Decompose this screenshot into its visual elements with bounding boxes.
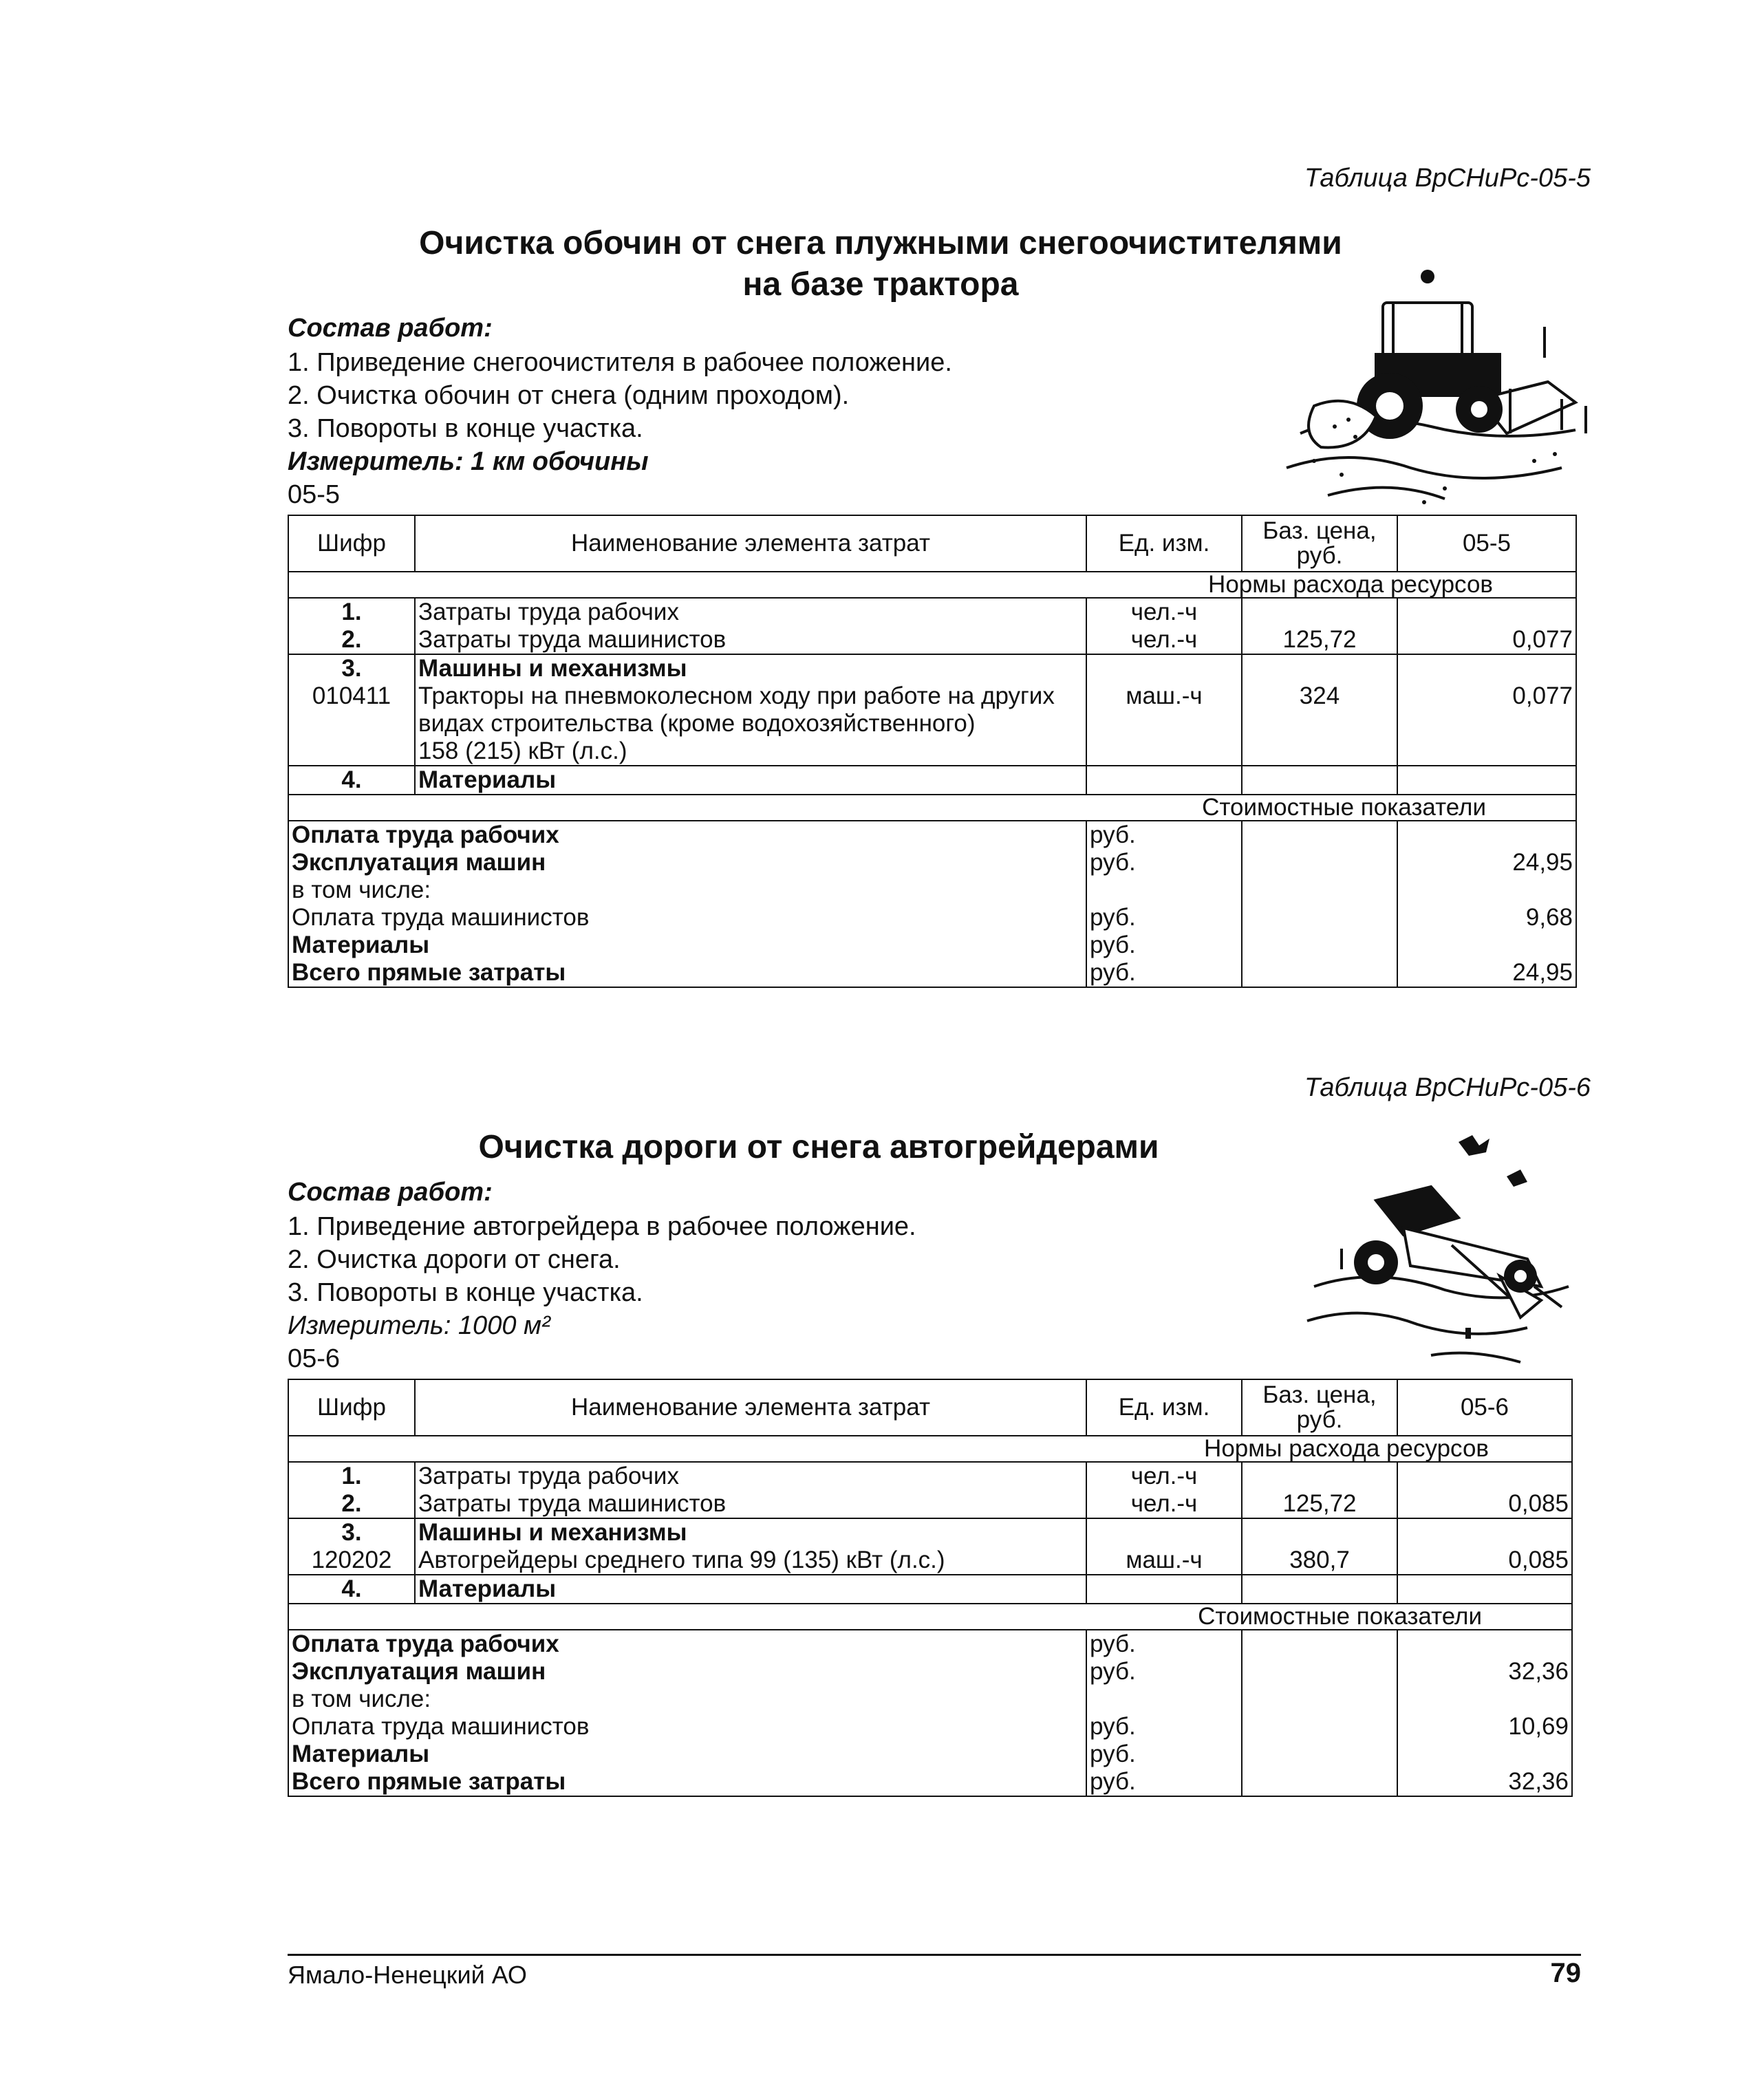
cost-value: 32,36 xyxy=(1397,1658,1572,1685)
section-title-line1: Очистка дороги от снега автогрейдерами xyxy=(478,1129,1159,1165)
cost-value: 10,69 xyxy=(1397,1713,1572,1741)
cost-value: 9,68 xyxy=(1397,904,1576,931)
cost-name: Материалы xyxy=(288,931,1086,959)
col-header-norm: 05-6 xyxy=(1397,1379,1572,1436)
work-item: 1. Приведение автогрейдера в рабочее положение. xyxy=(288,1212,916,1241)
row-price xyxy=(1242,1462,1397,1490)
page-number: 79 xyxy=(1550,1958,1581,1988)
cost-unit: руб. xyxy=(1086,821,1242,849)
cost-row xyxy=(288,1685,1572,1713)
row-name: Машины и механизмы xyxy=(415,654,1086,682)
cost-value: 32,36 xyxy=(1397,1768,1572,1796)
cost-unit: руб. xyxy=(1086,1658,1242,1685)
work-heading: Состав работ: xyxy=(288,1178,493,1207)
row-code: 2. xyxy=(288,626,415,654)
row-name: Материалы xyxy=(415,1575,1086,1604)
row-value: 0,085 xyxy=(1397,1547,1572,1575)
row-name: Материалы xyxy=(415,766,1086,795)
table-row xyxy=(288,1518,1572,1547)
table-code: 05-5 xyxy=(288,480,341,509)
row-name xyxy=(415,682,1086,766)
cost-row xyxy=(288,876,1576,904)
work-item: 2. Очистка дороги от снега. xyxy=(288,1245,621,1274)
cost-row xyxy=(288,959,1576,987)
row-value xyxy=(1397,598,1576,626)
cost-name: Оплата труда рабочих xyxy=(288,1630,1086,1658)
row-value: 0,077 xyxy=(1397,626,1576,654)
row-name: Затраты труда рабочих xyxy=(415,598,1086,626)
cost-row xyxy=(288,849,1576,876)
cost-row xyxy=(288,1630,1572,1658)
table-row xyxy=(288,1575,1572,1604)
row-code: 1. xyxy=(288,598,415,626)
row-price xyxy=(1242,598,1397,626)
cost-row xyxy=(288,1768,1572,1796)
work-item: 1. Приведение снегоочистителя в рабочее положение. xyxy=(288,348,952,377)
row-unit: чел.-ч xyxy=(1086,626,1242,654)
table-row xyxy=(288,1462,1572,1490)
row-code: 3. xyxy=(288,654,415,682)
row-code: 3. xyxy=(288,1518,415,1547)
work-item: 3. Повороты в конце участка. xyxy=(288,1278,643,1307)
col-header-name: Наименование элемента затрат xyxy=(415,1379,1086,1436)
resource-table xyxy=(288,1379,1573,1797)
section-title-line2: на базе трактора xyxy=(742,266,1019,303)
row-value: 0,077 xyxy=(1397,682,1576,766)
cost-value xyxy=(1397,1630,1572,1658)
row-unit: чел.-ч xyxy=(1086,598,1242,626)
row-unit: чел.-ч xyxy=(1086,1490,1242,1518)
col-header-unit: Ед. изм. xyxy=(1086,1379,1242,1436)
cost-unit: руб. xyxy=(1086,1630,1242,1658)
row-name: Машины и механизмы xyxy=(415,1518,1086,1547)
row-price: 125,72 xyxy=(1242,1490,1397,1518)
col-header-price: Баз. цена, руб. xyxy=(1242,1379,1397,1436)
footer-divider xyxy=(288,1954,1581,1956)
cost-unit: руб. xyxy=(1086,931,1242,959)
cost-name: Всего прямые затраты xyxy=(288,1768,1086,1796)
table-row xyxy=(288,1547,1572,1575)
row-name: Затраты труда машинистов xyxy=(415,626,1086,654)
cost-name: Материалы xyxy=(288,1741,1086,1768)
col-header-unit: Ед. изм. xyxy=(1086,515,1242,572)
row-name-line: Тракторы на пневмоколесном ходу при работе на других xyxy=(418,682,1055,709)
snowplow-tractor-illustration xyxy=(1273,261,1603,516)
cost-name: в том числе: xyxy=(288,876,1086,904)
row-name: Затраты труда рабочих xyxy=(415,1462,1086,1490)
cost-name: Эксплуатация машин xyxy=(288,849,1086,876)
row-name: Автогрейдеры среднего типа 99 (135) кВт (л.с.) xyxy=(415,1547,1086,1575)
cost-unit: руб. xyxy=(1086,904,1242,931)
cost-row xyxy=(288,931,1576,959)
row-name-line: 158 (215) кВт (л.с.) xyxy=(418,737,627,764)
cost-unit: руб. xyxy=(1086,1768,1242,1796)
col-header-code: Шифр xyxy=(288,515,415,572)
footer-region: Ямало-Ненецкий АО xyxy=(288,1961,527,1989)
cost-name: Оплата труда машинистов xyxy=(288,904,1086,931)
row-code: 120202 xyxy=(288,1547,415,1575)
cost-row xyxy=(288,1713,1572,1741)
cost-unit: руб. xyxy=(1086,849,1242,876)
cost-unit: руб. xyxy=(1086,959,1242,987)
meter-label: Измеритель: 1 км обочины xyxy=(288,447,649,476)
row-unit: чел.-ч xyxy=(1086,1462,1242,1490)
work-heading: Состав работ: xyxy=(288,314,493,343)
table-label: Таблица ВрСНиРс-05-6 xyxy=(1304,1073,1591,1102)
cost-unit: руб. xyxy=(1086,1741,1242,1768)
cost-row xyxy=(288,904,1576,931)
row-price: 380,7 xyxy=(1242,1547,1397,1575)
table-row xyxy=(288,598,1576,626)
row-name-line: видах строительства (кроме водохозяйственного) xyxy=(418,710,976,737)
cost-value xyxy=(1397,821,1576,849)
table-label: Таблица ВрСНиРс-05-5 xyxy=(1304,164,1591,193)
cost-unit: руб. xyxy=(1086,1713,1242,1741)
cost-section-title: Стоимостные показатели xyxy=(288,1604,1572,1630)
work-item: 3. Повороты в конце участка. xyxy=(288,414,643,443)
row-name: Затраты труда машинистов xyxy=(415,1490,1086,1518)
norms-section-title: Нормы расхода ресурсов xyxy=(288,572,1576,598)
resource-table xyxy=(288,515,1577,988)
table-row xyxy=(288,766,1576,795)
motor-grader-illustration xyxy=(1293,1128,1582,1376)
row-price: 125,72 xyxy=(1242,626,1397,654)
cost-section-title: Стоимостные показатели xyxy=(288,795,1576,821)
cost-row xyxy=(288,821,1576,849)
norms-section-title: Нормы расхода ресурсов xyxy=(288,1436,1572,1462)
col-header-price: Баз. цена, руб. xyxy=(1242,515,1397,572)
work-item: 2. Очистка обочин от снега (одним проходом). xyxy=(288,381,850,410)
table-row xyxy=(288,626,1576,654)
row-code: 2. xyxy=(288,1490,415,1518)
table-row xyxy=(288,654,1576,682)
row-code: 4. xyxy=(288,1575,415,1604)
row-price: 324 xyxy=(1242,682,1397,766)
cost-value: 24,95 xyxy=(1397,849,1576,876)
cost-value: 24,95 xyxy=(1397,959,1576,987)
cost-name: Оплата труда машинистов xyxy=(288,1713,1086,1741)
row-unit: маш.-ч xyxy=(1086,682,1242,766)
col-header-code: Шифр xyxy=(288,1379,415,1436)
row-code: 4. xyxy=(288,766,415,795)
cost-row xyxy=(288,1741,1572,1768)
section-title-line1: Очистка обочин от снега плужными снегоочистителями xyxy=(419,225,1342,261)
col-header-norm: 05-5 xyxy=(1397,515,1576,572)
cost-name: Всего прямые затраты xyxy=(288,959,1086,987)
col-header-name: Наименование элемента затрат xyxy=(415,515,1086,572)
cost-row xyxy=(288,1658,1572,1685)
cost-name: Эксплуатация машин xyxy=(288,1658,1086,1685)
row-unit: маш.-ч xyxy=(1086,1547,1242,1575)
table-row xyxy=(288,1490,1572,1518)
cost-name: Оплата труда рабочих xyxy=(288,821,1086,849)
table-row xyxy=(288,682,1576,766)
row-code: 010411 xyxy=(288,682,415,766)
row-value: 0,085 xyxy=(1397,1490,1572,1518)
row-value xyxy=(1397,1462,1572,1490)
meter-label: Измеритель: 1000 м² xyxy=(288,1311,550,1340)
cost-name: в том числе: xyxy=(288,1685,1086,1713)
table-code: 05-6 xyxy=(288,1344,341,1373)
row-code: 1. xyxy=(288,1462,415,1490)
